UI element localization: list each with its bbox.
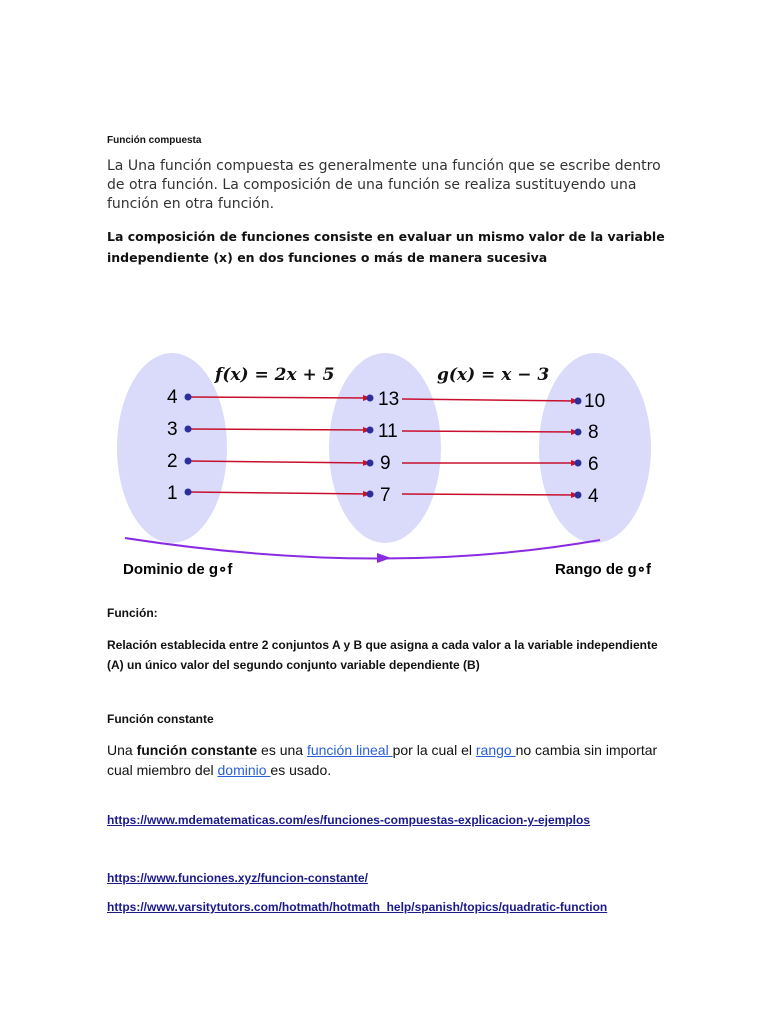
middle-ellipse xyxy=(329,353,441,543)
middle-dot xyxy=(367,427,374,434)
diagram-svg xyxy=(115,340,655,578)
domain-dot xyxy=(185,489,192,496)
funcion-constante-paragraph xyxy=(107,740,667,780)
domain-gof-label: Dominio de g∘f xyxy=(123,561,233,578)
g-function-label: g(x) = x − 3 xyxy=(437,365,550,385)
reference-link[interactable]: https://www.varsitytutors.com/hotmath/hotmath_help/spanish/topics/quadratic-function xyxy=(107,900,608,914)
middle-value: 7 xyxy=(380,485,391,506)
domain-dot xyxy=(185,458,192,465)
bold-term: función constante xyxy=(136,742,258,758)
domain-value: 1 xyxy=(167,483,178,504)
range-dot xyxy=(575,429,582,436)
text-span: por la cual el xyxy=(392,742,476,758)
domain-value: 2 xyxy=(167,451,178,472)
domain-ellipse xyxy=(117,353,227,543)
text-span: es usado. xyxy=(270,762,332,778)
middle-dot xyxy=(367,395,374,402)
range-value: 8 xyxy=(588,422,599,443)
domain-dot xyxy=(185,426,192,433)
function-composition-diagram xyxy=(115,340,655,578)
composition-arrowhead xyxy=(377,553,391,563)
g-arrow xyxy=(402,431,578,432)
range-value: 6 xyxy=(588,454,599,475)
range-dot xyxy=(575,460,582,467)
reference-link[interactable]: https://www.mdematematicas.com/es/funciones-compuestas-explicacion-y-ejemplos xyxy=(107,813,591,827)
funcion-definition: Relación establecida entre 2 conjuntos A y B que asigna a cada valor a la variable independiente (A) un único valor del segundo conjunto variable dependiente (B) xyxy=(107,638,658,672)
middle-value: 9 xyxy=(380,453,391,474)
middle-dot xyxy=(367,460,374,467)
text-span: Una xyxy=(107,742,137,758)
heading-funcion: Función: xyxy=(107,606,158,620)
link-rango[interactable]: rango xyxy=(475,742,516,758)
reference-link[interactable]: https://www.funciones.xyz/funcion-constante/ xyxy=(107,871,368,885)
heading-funcion-constante: Función constante xyxy=(107,712,214,726)
link-dominio[interactable]: dominio xyxy=(217,762,271,778)
range-value: 10 xyxy=(584,391,606,412)
f-arrow xyxy=(188,429,370,430)
domain-value: 3 xyxy=(167,419,178,440)
range-value: 4 xyxy=(588,486,599,507)
text-span: no cambia sin importar cual miembro del xyxy=(107,742,658,778)
g-arrow xyxy=(402,494,578,495)
composition-definition: La composición de funciones consiste en evaluar un mismo valor de la variable independiente (x) en dos funciones o más de manera sucesiva xyxy=(107,229,665,265)
middle-dot xyxy=(367,491,374,498)
link-funcion-lineal[interactable]: función lineal xyxy=(306,742,393,758)
composition-curve xyxy=(125,538,600,559)
domain-dot xyxy=(185,394,192,401)
range-dot xyxy=(575,398,582,405)
range-dot xyxy=(575,492,582,499)
range-ellipse xyxy=(539,353,651,543)
domain-value: 4 xyxy=(167,387,178,408)
heading-funcion-compuesta: Función compuesta xyxy=(107,135,202,146)
middle-value: 13 xyxy=(378,389,400,410)
text-span: es una xyxy=(257,742,307,758)
f-function-label: f(x) = 2x + 5 xyxy=(215,365,335,385)
middle-value: 11 xyxy=(378,421,398,442)
f-arrow xyxy=(188,397,370,398)
range-gof-label: Rango de g∘f xyxy=(555,561,652,578)
intro-paragraph: La Una función compuesta es generalmente una función que se escribe dentro de otra función. La composición de una función se realiza sustituyendo una función en otra función. xyxy=(107,158,661,212)
